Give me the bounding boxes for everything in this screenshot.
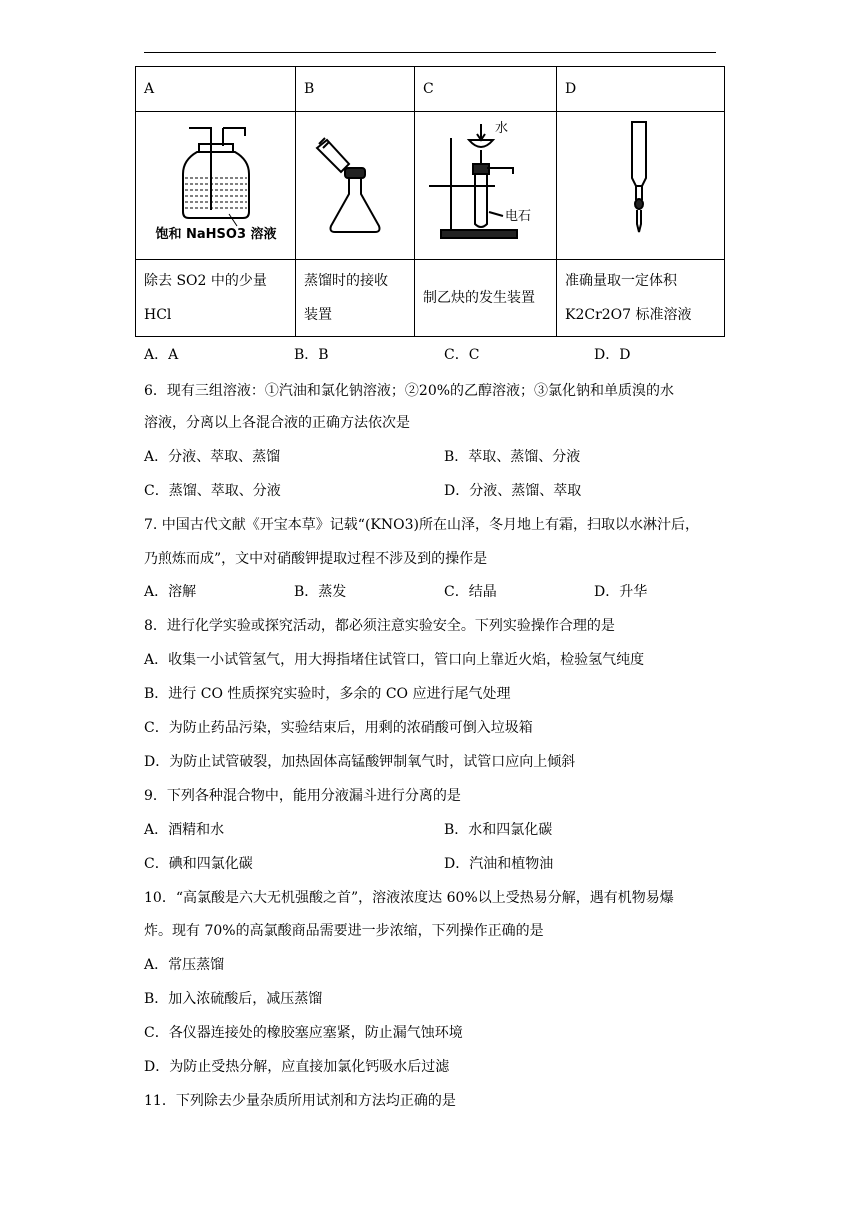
q6-choice-d: D．分液、蒸馏、萃取: [444, 483, 582, 499]
header-c: C: [415, 67, 557, 112]
gas-washing-bottle-icon: [141, 114, 291, 244]
q10-choice-c: C．各仪器连接处的橡胶塞应塞紧，防止漏气蚀环境: [144, 1025, 463, 1041]
q5-choice-a: A．A: [144, 347, 179, 363]
header-rule: [144, 52, 716, 53]
desc-d: 准确量取一定体积 K2Cr2O7 标准溶液: [557, 260, 725, 337]
options-table: [135, 66, 725, 337]
q7-stem-line2: 乃煎炼而成”，文中对硝酸钾提取过程不涉及到的操作是: [144, 551, 488, 567]
q10-choice-b: B．加入浓硫酸后，减压蒸馏: [144, 991, 323, 1007]
desc-b: 蒸馏时的接收 装置: [296, 260, 415, 337]
q7-choice-b: B．蒸发: [294, 584, 347, 600]
q5-choice-d: D．D: [594, 347, 631, 363]
header-b: B: [296, 67, 415, 112]
q8-choice-c: C．为防止药品污染，实验结束后，用剩的浓硝酸可倒入垃圾箱: [144, 720, 533, 736]
image-c: [415, 112, 557, 260]
label-nahso3: 饱和 NaHSO3 溶液: [154, 227, 277, 242]
q9-choice-b: B．水和四氯化碳: [444, 822, 553, 838]
q6-choice-b: B．萃取、蒸馏、分液: [444, 449, 581, 465]
image-a: [136, 112, 296, 260]
q6-choice-a: A．分液、萃取、蒸馏: [144, 449, 281, 465]
q7-stem-line1: 7. 中国古代文献《开宝本草》记载“(KNO3)所在山泽，冬月地上有霜，扫取以水淋汁后，: [144, 517, 699, 533]
q10-stem-line1: 10．“高氯酸是六大无机强酸之首”，溶液浓度达 60%以上受热易分解，遇有机物易爆: [144, 890, 674, 906]
header-a: A: [136, 67, 296, 112]
erlenmeyer-flask-icon: [305, 114, 405, 244]
q9-choice-d: D．汽油和植物油: [444, 856, 554, 872]
q7-choice-c: C．结晶: [444, 584, 497, 600]
q8-stem: 8．进行化学实验或探究活动，都必须注意实验安全。下列实验操作合理的是: [144, 618, 615, 634]
q7-choice-d: D．升华: [594, 584, 648, 600]
q10-choice-d: D．为防止受热分解，应直接加氯化钙吸水后过滤: [144, 1059, 450, 1075]
label-carbide: 电石: [504, 209, 531, 224]
q6-stem-line2: 溶液，分离以上各混合液的正确方法依次是: [144, 415, 410, 431]
label-water: 水: [494, 121, 508, 136]
q7-choice-a: A．溶解: [144, 584, 197, 600]
q11-stem: 11．下列除去少量杂质所用试剂和方法均正确的是: [144, 1093, 456, 1109]
acetylene-apparatus-icon: [421, 114, 551, 244]
desc-a: 除去 SO2 中的少量 HCl: [136, 260, 296, 337]
q6-choice-c: C．蒸馏、萃取、分液: [144, 483, 281, 499]
desc-c: 制乙炔的发生装置: [415, 260, 557, 337]
q8-choice-a: A．收集一小试管氢气，用大拇指堵住试管口，管口向上靠近火焰，检验氢气纯度: [144, 652, 645, 668]
q8-choice-d: D．为防止试管破裂，加热固体高锰酸钾制氧气时，试管口应向上倾斜: [144, 754, 576, 770]
q8-choice-b: B．进行 CO 性质探究实验时，多余的 CO 应进行尾气处理: [144, 686, 511, 702]
q9-choice-a: A．酒精和水: [144, 822, 225, 838]
q5-choice-c: C．C: [444, 347, 480, 363]
image-d: [557, 112, 725, 260]
burette-icon: [606, 114, 676, 244]
q6-stem-line1: 6．现有三组溶液：①汽油和氯化钠溶液；②20%的乙醇溶液；③氯化钠和单质溴的水: [144, 383, 675, 399]
q9-choice-c: C．碘和四氯化碳: [144, 856, 253, 872]
header-d: D: [557, 67, 725, 112]
q10-choice-a: A．常压蒸馏: [144, 957, 225, 973]
q5-choice-b: B．B: [294, 347, 329, 363]
q10-stem-line2: 炸。现有 70%的高氯酸商品需要进一步浓缩，下列操作正确的是: [144, 923, 544, 939]
q9-stem: 9．下列各种混合物中，能用分液漏斗进行分离的是: [144, 788, 461, 804]
image-b: [296, 112, 415, 260]
